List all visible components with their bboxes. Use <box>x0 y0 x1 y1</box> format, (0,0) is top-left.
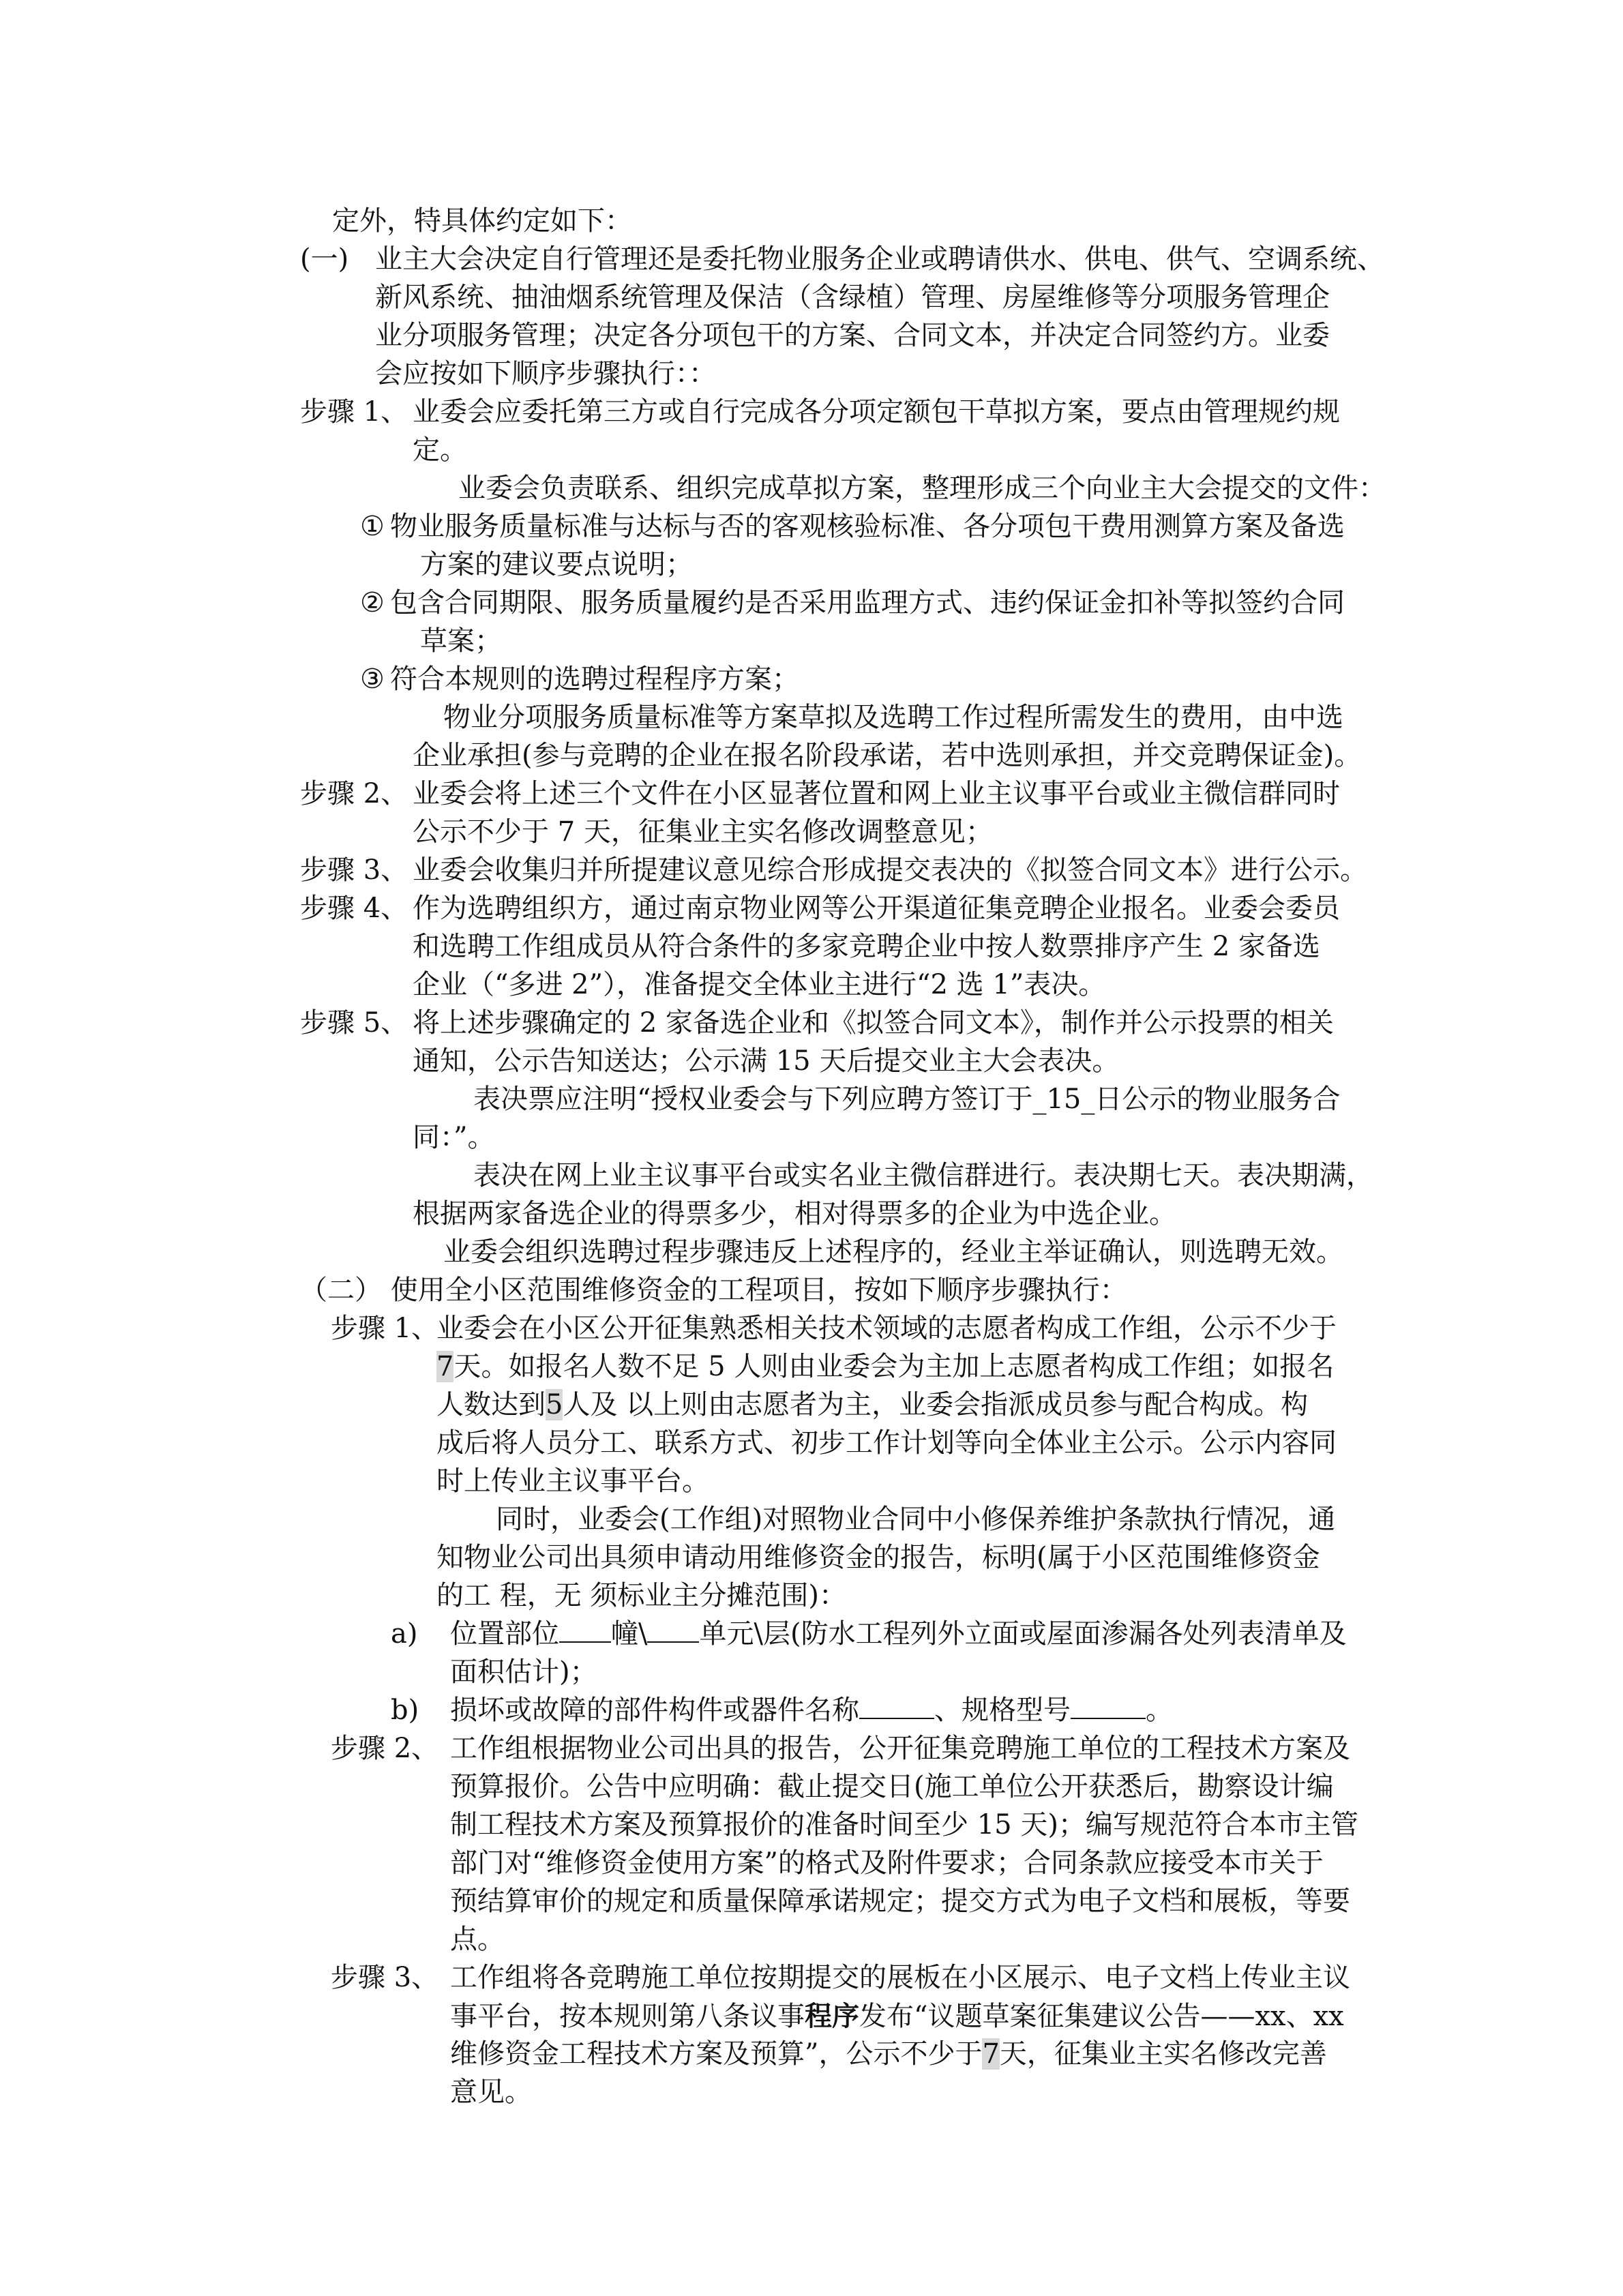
s1-item-mark: ③ <box>360 664 385 695</box>
s1-step5-line: 将上述步骤确定的 2 家备选企业和《拟签合同文本》，制作并公示投票的相关 <box>413 1007 1334 1039</box>
section1-line: 会应按如下顺序步骤执行：： <box>375 358 716 389</box>
s1-void-line: 业委会组织选聘过程步骤违反上述程序的，经业主举证确认，则选聘无效。 <box>443 1236 1343 1268</box>
s1-step3-line: 业委会收集归并所提建议意见综合形成提交表决的《拟签合同文本》进行公示。 <box>413 854 1367 886</box>
s1-step1-note: 业委会负责联系、组织完成草拟方案，整理形成三个向业主大会提交的文件： <box>458 473 1386 504</box>
s2-step1-line: 成后将人员分工、联系方式、初步工作计划等向全体业主公示。公示内容同 <box>436 1427 1337 1459</box>
section1-line: 业分项服务管理；决定各分项包干的方案、合同文本，并决定合同签约方。业委 <box>375 320 1330 351</box>
s1-step1-label: 步骤 1、 <box>300 396 408 428</box>
s2-step3-label: 步骤 3、 <box>331 1962 439 1993</box>
section1-line: 新风系统、抽油烟系统管理及保洁（含绿植）管理、房屋维修等分项服务管理企 <box>375 282 1330 313</box>
s1-step1-line: 业委会应委托第三方或自行完成各分项定额包干草拟方案，要点由管理规约规 <box>413 396 1340 428</box>
s1-step4-line: 作为选聘组织方，通过南京物业网等公开渠道征集竞聘企业报名。业委会委员 <box>413 893 1340 924</box>
fill-blank <box>1071 1697 1146 1719</box>
s1-step2-line: 公示不少于 7 天，征集业主实名修改调整意见； <box>413 816 993 848</box>
s2-sametime-line: 的工 程，无 须标业主分摊范围)： <box>436 1580 847 1611</box>
s1-step4-line: 和选聘工作组成员从符合条件的多家竞聘企业中按人数票排序产生 2 家备选 <box>413 931 1320 962</box>
s2-step3-line: 维修资金工程技术方案及预算”，公示不少于7天，征集业主实名修改完善 <box>450 2038 1327 2070</box>
s1-step5-line: 通知，公示告知送达；公示满 15 天后提交业主大会表决。 <box>413 1045 1120 1077</box>
s2-item-line: 位置部位 幢\ 单元\层(防水工程列外立面或屋面渗漏各处列表清单及 <box>450 1618 1347 1650</box>
s1-step4-label: 步骤 4、 <box>300 893 408 924</box>
section2-heading: （二） 使用全小区范围维修资金的工程项目，按如下顺序步骤执行： <box>300 1274 1127 1306</box>
s1-step4-line: 企业（“多进 2”），准备提交全体业主进行“2 选 1”表决。 <box>413 969 1106 1000</box>
s2-step2-line: 工作组根据物业公司出具的报告，公开征集竞聘施工单位的工程技术方案及 <box>450 1733 1350 1764</box>
bold-term: 程序 <box>805 2000 859 2032</box>
s1-decide-line: 根据两家备选企业的得票多少，相对得票多的企业为中选企业。 <box>413 1198 1176 1229</box>
s1-cost-line: 物业分项服务质量标准等方案草拟及选聘工作过程所需发生的费用，由中选 <box>443 702 1343 733</box>
s1-decide-line: 表决在网上业主议事平台或实名业主微信群进行。表决期七天。表决期满， <box>473 1160 1373 1191</box>
s2-step2-line: 部门对“维修资金使用方案”的格式及附件要求；合同条款应接受本市关于 <box>450 1847 1324 1879</box>
s2-sametime-line: 知物业公司出具须申请动用维修资金的报告，标明(属于小区范围维修资金 <box>436 1542 1320 1573</box>
fill-blank <box>647 1621 699 1643</box>
s2-item-line: 损坏或故障的部件构件或器件名称 、规格型号 。 <box>450 1695 1173 1726</box>
highlight-number: 5 <box>546 1389 563 1420</box>
s1-step2-label: 步骤 2、 <box>300 778 408 809</box>
s2-step2-line: 制工程技术方案及预算报价的准备时间至少 15 天)；编写规范符合本市主管 <box>450 1809 1358 1840</box>
s1-cost-line: 企业承担(参与竞聘的企业在报名阶段承诺，若中选则承担，并交竞聘保证金)。 <box>413 740 1362 771</box>
s1-item-mark: ② <box>360 587 385 618</box>
s2-item-mark: a) <box>391 1618 418 1650</box>
fill-blank <box>859 1697 934 1719</box>
s2-item-line: 面积估计)； <box>450 1656 597 1688</box>
s2-step1-label: 步骤 1、 <box>331 1313 439 1344</box>
highlight-days: 7 <box>982 2038 1000 2070</box>
s1-item-line: 方案的建议要点说明； <box>420 549 693 580</box>
highlight-days: 7 <box>436 1351 454 1382</box>
s1-vote-line: 表决票应注明“授权业委会与下列应聘方签订于_15_日公示的物业服务合 <box>473 1084 1341 1115</box>
s1-step5-label: 步骤 5、 <box>300 1007 408 1039</box>
s1-item-mark: ① <box>360 511 385 542</box>
s1-item-line: 草案； <box>420 625 502 657</box>
s2-step1-line: 业委会在小区公开征集熟悉相关技术领域的志愿者构成工作组，公示不少于 <box>436 1313 1337 1344</box>
s2-step3-line: 意见。 <box>450 2076 532 2108</box>
s1-vote-line: 同：”。 <box>413 1122 495 1153</box>
s2-step2-label: 步骤 2、 <box>331 1733 439 1764</box>
intro-line: 定外，特具体约定如下： <box>332 205 632 237</box>
fill-blank <box>559 1621 611 1643</box>
s2-sametime-line: 同时，业委会(工作组)对照物业合同中小修保养维护条款执行情况，通 <box>496 1504 1336 1535</box>
s2-step1-line: 7天。如报名人数不足 5 人则由业委会为主加上志愿者构成工作组；如报名 <box>436 1351 1335 1382</box>
s1-step2-line: 业委会将上述三个文件在小区显著位置和网上业主议事平台或业主微信群同时 <box>413 778 1340 809</box>
s2-step2-line: 预算报价。公告中应明确：截止提交日(施工单位公开获悉后，勘察设计编 <box>450 1771 1334 1802</box>
s2-step1-line: 时上传业主议事平台。 <box>436 1465 709 1497</box>
s2-step2-line: 点。 <box>450 1924 505 1955</box>
s2-step1-line: 人数达到5人及 以上则由志愿者为主，业委会指派成员参与配合构成。构 <box>436 1389 1309 1420</box>
s1-item-line: 符合本规则的选聘过程程序方案； <box>390 664 799 695</box>
s2-step3-line: 事平台，按本规则第八条议事程序发布“议题草案征集建议公告——xx、xx <box>450 2000 1344 2032</box>
s1-item-line: 物业服务质量标准与达标与否的客观核验标准、各分项包干费用测算方案及备选 <box>390 511 1345 542</box>
s2-step3-line: 工作组将各竞聘施工单位按期提交的展板在小区展示、电子文档上传业主议 <box>450 1962 1350 1993</box>
s1-step3-label: 步骤 3、 <box>300 854 408 886</box>
section1-label: (一) <box>300 243 349 275</box>
section1-line: 业主大会决定自行管理还是委托物业服务企业或聘请供水、供电、供气、空调系统、 <box>375 243 1384 275</box>
s1-step1-line: 定。 <box>413 434 467 466</box>
s1-item-line: 包含合同期限、服务质量履约是否采用监理方式、违约保证金扣补等拟签约合同 <box>390 587 1345 618</box>
s2-item-mark: b) <box>391 1695 419 1726</box>
s2-step2-line: 预结算审价的规定和质量保障承诺规定；提交方式为电子文档和展板，等要 <box>450 1885 1350 1917</box>
